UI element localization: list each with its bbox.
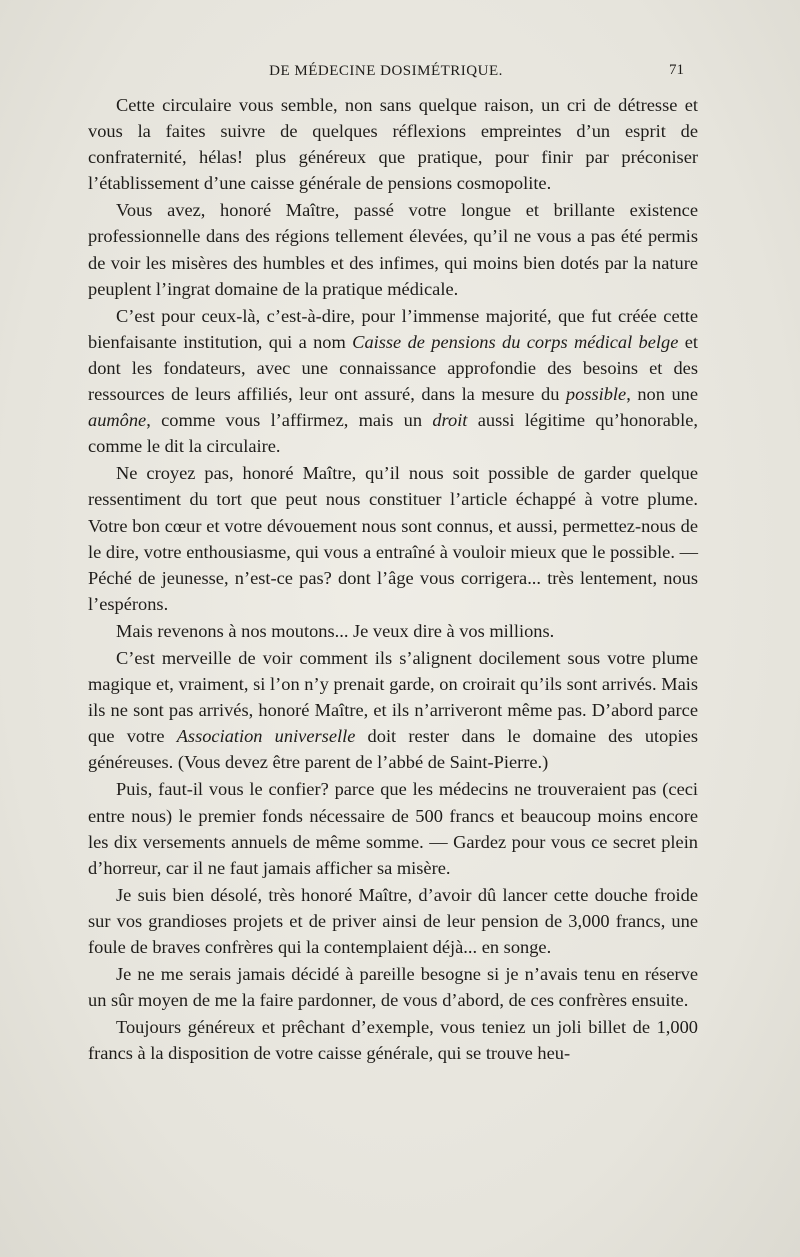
text-run: C’est pour ceux-là, c’est-à-dire, pour l’immense majorité, que fut créée cette bienfaisante institution, qui a nom (88, 305, 698, 352)
running-title: DE MÉDECINE DOSIMÉTRIQUE. (269, 63, 503, 79)
page-number: 71 (669, 62, 684, 78)
paragraph (88, 882, 698, 960)
italic-text: aumône (88, 410, 147, 431)
italic-text: Caisse de pensions du corps médical belge (352, 331, 679, 352)
text-run: , comme vous l’affirmez, mais un (146, 410, 433, 431)
paragraph (88, 303, 698, 460)
paragraph (88, 460, 698, 617)
text-run: Je suis bien désolé, très honoré Maître, d’avoir dû lancer cette douche froide sur vos grandioses projets et de priver ainsi de leur pension de 3,000 francs, une foule de braves confrères qui la contemplaient déjà... en songe. (88, 884, 698, 957)
text-run: C’est merveille de voir comment ils s’alignent docilement sous votre plume magique et, vraiment, si l’on n’y prenait garde, on croirait qu’ils sont arrivés. Mais ils ne sont pas arrivés, honoré Maître, et ils n’arriveront même pas. D’abord parce que votre (88, 647, 698, 747)
italic-text: Association universelle (176, 726, 356, 747)
text-run: Mais revenons à nos moutons... Je veux dire à vos millions. (116, 620, 555, 641)
text-run: , non une (626, 384, 699, 405)
paragraph (88, 1014, 698, 1066)
paragraph (88, 645, 698, 775)
text-run: doit rester dans le domaine des utopies généreuses. (Vous devez être parent de l’abbé de Saint-Pierre.) (88, 726, 698, 773)
paragraph (88, 961, 698, 1013)
paragraph (88, 92, 698, 196)
text-run: Toujours généreux et prêchant d’exemple, vous teniez un joli billet de 1,000 francs à la disposition de votre caisse générale, qui se trouve heu- (88, 1017, 698, 1064)
paragraph (88, 776, 698, 880)
italic-text: possible (565, 384, 627, 405)
text-run: Ne croyez pas, honoré Maître, qu’il nous soit possible de garder quelque ressentiment du tort que peut nous constituer l’article échappé à votre plume. Votre bon cœur et votre dévouement nous sont connus, et aussi, permettez-nous de le dire, votre enthousiasme, qui vous a entraîné à vouloir mieux que le possible. — Péché de jeunesse, n’est-ce pas? dont l’âge vous corrigera... très lentement, nous l’espérons. (88, 463, 698, 614)
italic-text: droit (432, 410, 468, 431)
page-header (88, 60, 684, 84)
text-run: Cette circulaire vous semble, non sans quelque raison, un cri de détresse et vous la faites suivre de quelques réflexions empreintes d’un esprit de confraternité, hélas! plus généreux que pratique, pour finir par préconiser l’établissement d’une caisse générale de pensions cosmopolite. (88, 95, 698, 194)
text-run: Je ne me serais jamais décidé à pareille besogne si je n’avais tenu en réserve un sûr moyen de me la faire pardonner, de vous d’abord, de ces confrères ensuite. (88, 964, 698, 1011)
paragraph (88, 197, 698, 301)
text-run: et dont les fondateurs, avec une connaissance approfondie des besoins et des ressources de leurs affiliés, leur ont assuré, dans la mesure du (88, 331, 699, 405)
text-run: Vous avez, honoré Maître, passé votre longue et brillante existence professionnelle dans des régions tellement élevées, qu’il ne vous a pas été permis de voir les misères des humbles et des infimes, qui moins bien dotés par la nature peuplent l’ingrat domaine de la pratique médicale. (88, 200, 698, 299)
paragraph (88, 618, 698, 644)
text-run: Puis, faut-il vous le confier? parce que les médecins ne trouveraient pas (ceci entre nous) le premier fonds nécessaire de 500 francs et beaucoup moins encore les dix versements annuels de même somme. — Gardez pour vous ce secret plein d’horreur, car il ne faut jamais afficher sa misère. (88, 779, 698, 878)
text-run: aussi légitime qu’honorable, comme le dit la circulaire. (88, 410, 698, 457)
body-text (88, 92, 698, 1066)
